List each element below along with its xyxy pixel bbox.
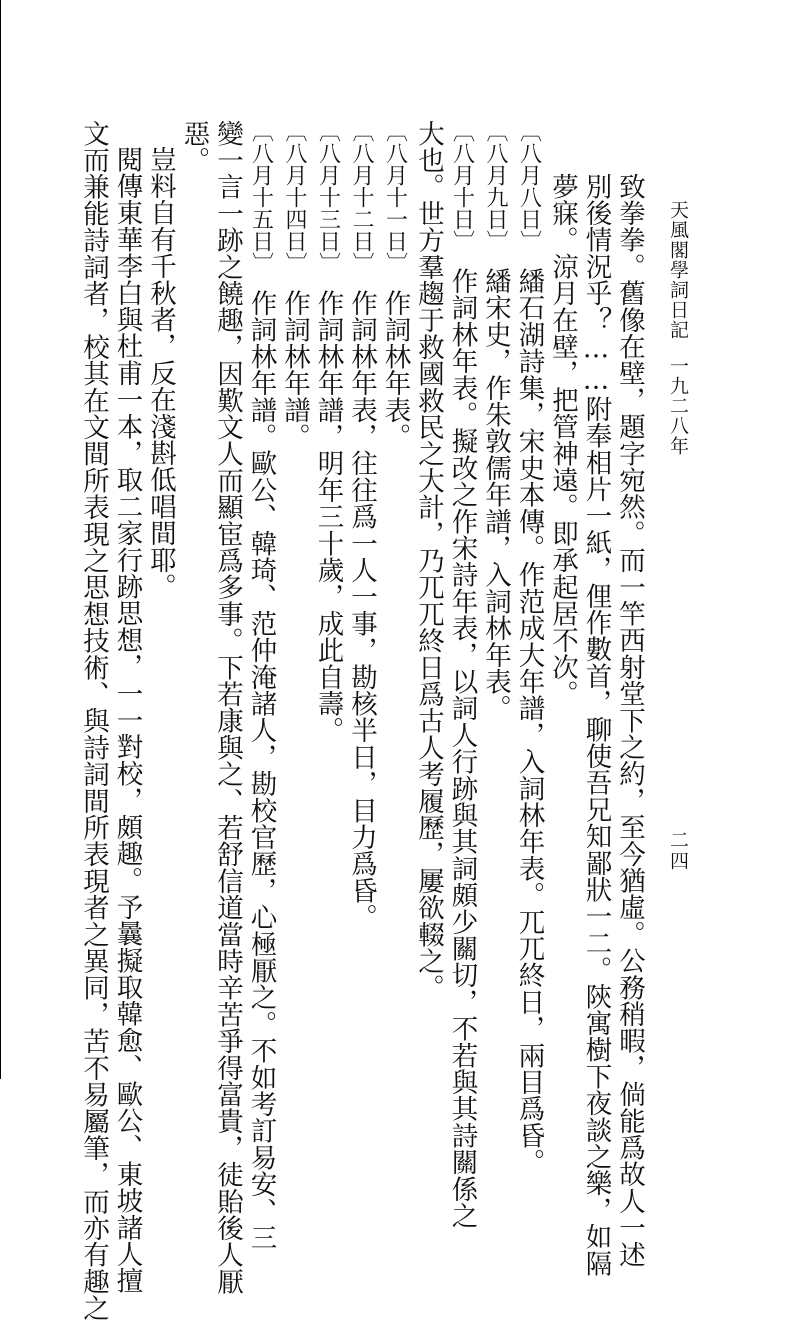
entry-text: 閱傳東華李白與杜甫一本，取二家行跡思想，一一對校，頗趣。予曩擬取韓愈、歐公、東坡諸人擅: [111, 146, 143, 1295]
entry-gap: [514, 241, 545, 268]
diary-entry-column: [479, 120, 513, 1040]
diary-entry-column: [278, 120, 312, 1040]
entry-text: 別後情況乎？……附奉相片一紙，俚作數首，聊使吾兄知鄙狀一二。陝寓樹下夜談之樂，如隔: [580, 173, 612, 1277]
text-column: [546, 120, 580, 1040]
entry-gap: [313, 263, 344, 290]
entry-text: 作詞林年表，往往爲一人一事，勘核半日，目力爲昏。: [346, 289, 377, 931]
entry-text: 變一言一跡之饒趣，因歎文人而顯宦爲多事。下若康與之、若舒信道當時辛苦爭得富貴，徒貽後人厭: [212, 120, 243, 1295]
diary-text: [77, 120, 647, 1322]
entry-date: 〔八月十四日〕: [282, 120, 307, 263]
diary-entry-column: [345, 120, 379, 1040]
entry-gap: [279, 263, 310, 290]
entry-text: 作詞林年譜。: [279, 289, 310, 450]
text-column: [77, 120, 111, 1322]
entry-text: 作詞林年譜。歐公、韓琦、范仲淹諸人，勘校官歷，心極厭之。不如考訂易安、三: [245, 289, 277, 1251]
entry-date: 〔八月十三日〕: [315, 120, 341, 263]
diary-entry-column: [378, 120, 412, 1040]
entry-text: 夢寐。涼月在壁，把管神遠。即承起居不次。: [547, 173, 578, 707]
entry-date: 〔八月十一日〕: [382, 120, 408, 263]
entry-date: 〔八月十五日〕: [248, 120, 274, 263]
entry-text: 致拳拳。舊像在壁，題字宛然。而一竿西射堂下之約，至今猶虛。公務稍暇，倘能爲故人一述: [614, 173, 645, 1268]
entry-gap: [346, 263, 377, 290]
book-title: 天風閣學詞日記: [667, 200, 689, 340]
text-column: [110, 120, 144, 1295]
entry-text: 文而兼能詩詞者，校其在文間所表現之思想技術、與詩詞間所表現者之異同，苦不易屬筆，而亦有趣之: [78, 120, 109, 1322]
entry-date: 〔八月十二日〕: [349, 120, 374, 263]
text-column: [177, 120, 211, 1040]
text-column: [144, 120, 178, 1040]
entry-gap: [447, 241, 478, 268]
entry-date: 〔八月九日〕: [483, 120, 508, 241]
entry-text: 作詞林年表。擬改之作宋詩年表，以詞人行跡與其詞頗少關切，不若與其詩關係之: [446, 267, 478, 1229]
text-column: [579, 120, 613, 1277]
entry-text: 繙石湖詩集，宋史本傳。作范成大年譜，入詞林年表。兀兀終日，兩目爲昏。: [513, 267, 545, 1176]
entry-text: 惡。: [178, 120, 210, 174]
entry-gap: [480, 241, 511, 268]
entry-date: 〔八月十日〕: [449, 120, 475, 241]
entry-text: 作詞林年表。: [379, 289, 411, 450]
text-column: [211, 120, 245, 1295]
diary-entry-column: [244, 120, 278, 1251]
entry-date: 〔八月八日〕: [516, 120, 542, 241]
year-label: 一九二八年: [667, 356, 689, 456]
entry-text: 大也。世方羣趨于救國救民之大計，乃兀兀終日爲古人考履歷，屢欲輟之。: [413, 120, 444, 1002]
entry-gap: [246, 263, 277, 290]
entry-text: 豈料自有千秋者，反在淺斟低唱間耶。: [145, 146, 176, 600]
page-number: 二四: [667, 830, 689, 872]
entry-gap: [380, 263, 411, 290]
text-column: [613, 120, 647, 1268]
running-head: [665, 200, 692, 456]
text-column: [412, 120, 446, 1040]
entry-text: 繙宋史，作朱敦儒年譜，入詞林年表。: [480, 267, 511, 722]
entry-text: 作詞林年譜，明年三十歲，成此自壽。: [312, 289, 344, 744]
diary-entry-column: [445, 120, 479, 1229]
diary-entry-column: [311, 120, 345, 1040]
diary-entry-column: [512, 120, 546, 1176]
